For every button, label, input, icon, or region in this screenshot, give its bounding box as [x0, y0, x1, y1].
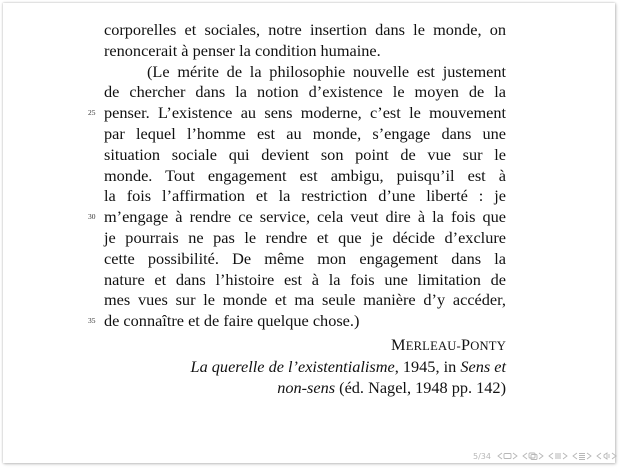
section-icon	[555, 454, 561, 458]
undo-icon	[604, 453, 609, 459]
text-line: corporelles et sociales, notre insertion dans le monde, on	[104, 20, 506, 39]
text-line: par lequel l’homme est au monde, s’engage dans une	[104, 123, 506, 143]
source-reference: La querelle de l’existentialisme, 1945, in Sens et non-sens (éd. Nagel, 1948 pp. 142)	[190, 356, 506, 397]
line-number: 30	[88, 212, 96, 222]
text-line: cette possibilité. De même mon engagement dans la	[104, 248, 506, 268]
text-line: 30 m’engage à rendre ce service, cela veut dire à la fois que	[88, 207, 506, 227]
quotation-body	[88, 20, 506, 398]
work-title: La querelle de l’existentialisme	[190, 356, 395, 376]
edition-info: (éd. Nagel, 1948 pp. 142)	[335, 377, 506, 397]
author-name: MERLEAU-PONTY	[391, 334, 506, 354]
text-line: nature et dans l’histoire est à la fois une limitation de	[104, 269, 506, 289]
slide-page	[3, 3, 615, 463]
text-line: situation sociale qui devient son point de vue sur le	[104, 144, 506, 164]
prev-arrow-icon	[498, 453, 502, 459]
next-arrow-icon	[513, 453, 517, 459]
line-number: 35	[88, 316, 96, 326]
navigation-symbols[interactable]	[494, 451, 634, 461]
text-line: mes vues sur le monde et ma seule manière d’y accéder,	[104, 290, 506, 310]
text-line: de chercher dans la notion d’existence le moyen de la	[104, 82, 506, 102]
text-line: 35 de connaître et de faire quelque chose.)	[88, 311, 360, 331]
text-line: 25 penser. L’existence au sens moderne, c’est le mouvement	[88, 103, 506, 123]
text-line: (Le mérite de la philosophie nouvelle est justement	[147, 61, 506, 81]
subsection-icon	[579, 454, 585, 460]
text-line: renoncerait à penser la condition humaine.	[104, 40, 381, 60]
text-line: la fois l’affirmation et la restriction d’une liberté : je	[104, 186, 506, 206]
text-line: je pourrais ne pas le rendre et que je décide d’exclure	[104, 227, 506, 247]
collection-title: Sens et	[460, 356, 506, 376]
line-number: 25	[88, 108, 96, 118]
page-counter: 5/34	[473, 451, 491, 461]
frame-icon	[504, 454, 511, 459]
text-line: monde. Tout engagement est ambigu, puisqu’il est à	[104, 165, 506, 185]
collection-title: non-sens	[277, 377, 336, 397]
beamer-navigation	[473, 451, 634, 461]
